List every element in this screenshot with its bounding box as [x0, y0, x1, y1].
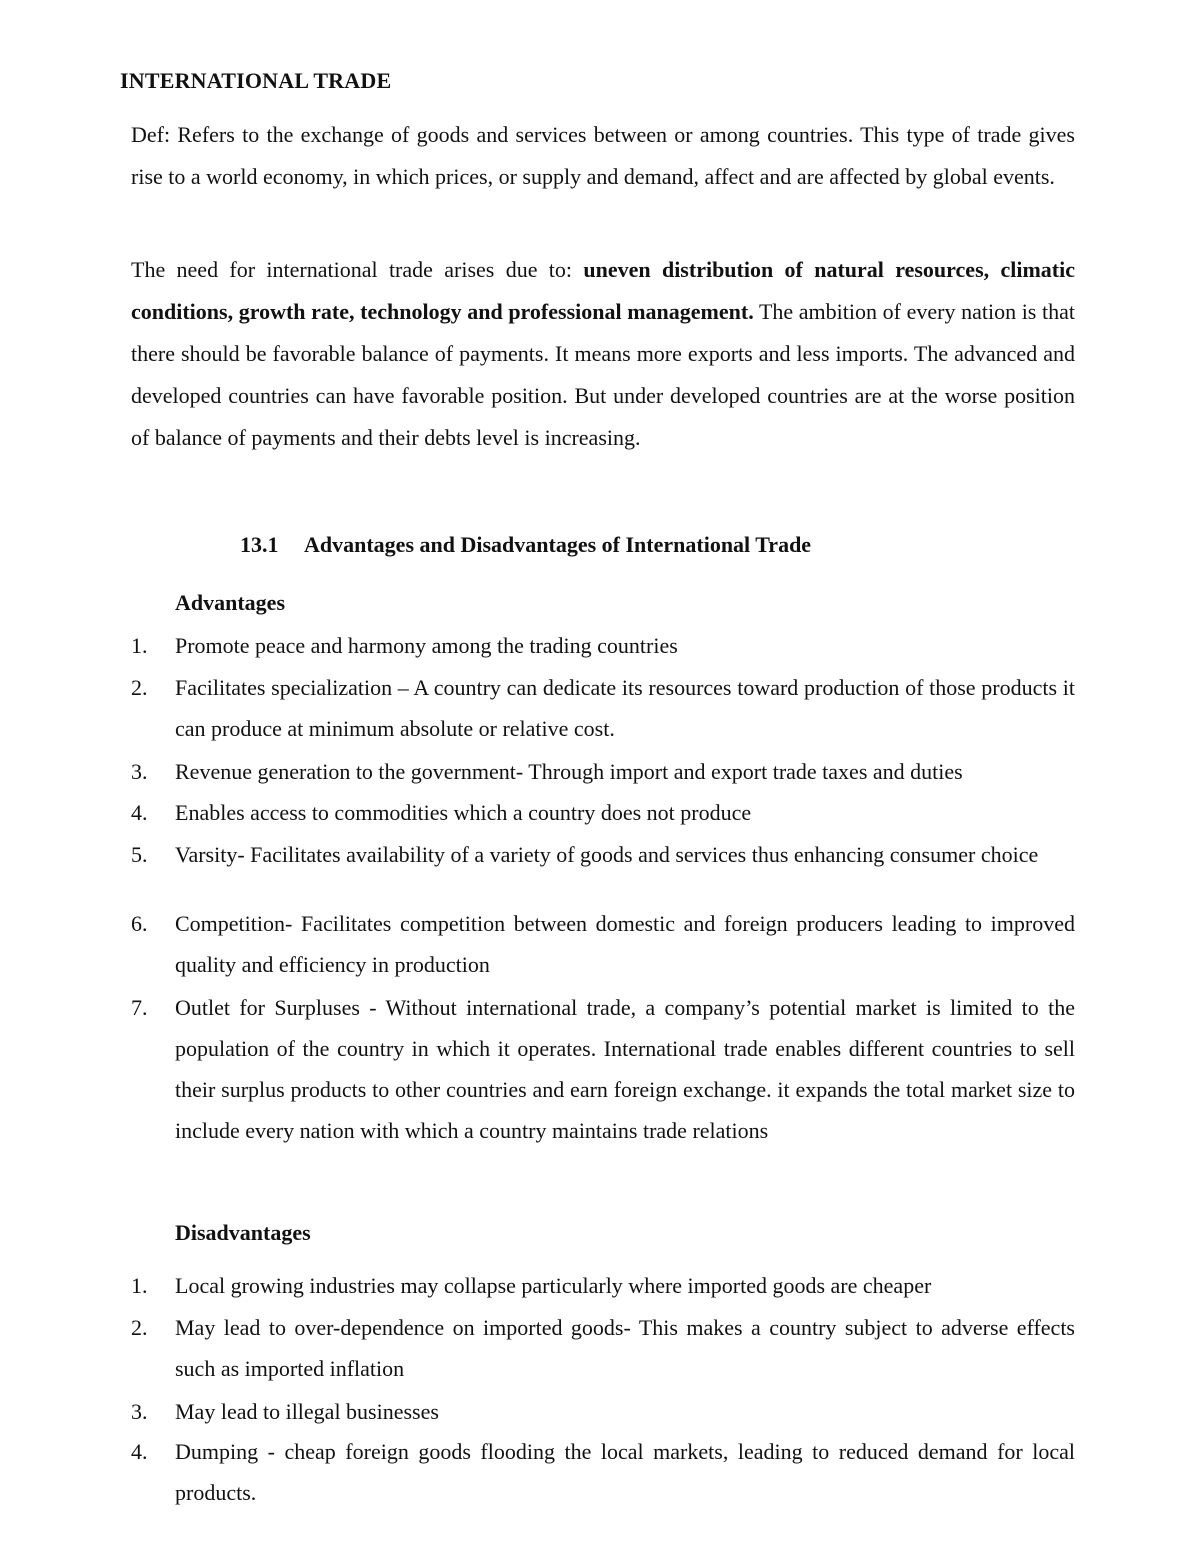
list-marker: 1.	[131, 633, 148, 658]
list-marker: 5.	[131, 842, 148, 867]
section-number: 13.1	[240, 532, 279, 557]
advantages-heading: Advantages	[175, 590, 286, 615]
list-marker: 4.	[131, 1439, 148, 1464]
advantage-item	[131, 840, 1075, 869]
list-item-text: Promote peace and harmony among the trading countries	[175, 633, 678, 658]
list-item-text: Enables access to commodities which a country does not produce	[175, 800, 752, 825]
list-item-text: Varsity- Facilitates availability of a variety of goods and services thus enhancing consumer choice	[175, 842, 1039, 867]
disadvantage-item	[131, 1431, 1075, 1513]
list-marker: 6.	[131, 911, 148, 936]
list-item-text: Competition- Facilitates competition between domestic and foreign producers leading to improved quality and efficiency in production	[175, 911, 1075, 977]
section-heading	[240, 532, 811, 558]
list-marker: 4.	[131, 800, 148, 825]
disadvantage-item	[131, 1265, 1075, 1306]
need-lead-text: The need for international trade arises due to:	[131, 257, 573, 282]
list-item-text: Dumping - cheap foreign goods flooding the local markets, leading to reduced demand for local products.	[175, 1439, 1075, 1505]
advantage-item	[131, 792, 1075, 833]
need-rest-text: The ambition of every nation is that there should be favorable balance of payments. It means more exports and less imports. The advanced and developed countries can have favorable position. But under developed countries are at the worse position of balance of payments and their debts level is increasing.	[131, 299, 1075, 450]
disadvantages-heading: Disadvantages	[175, 1220, 311, 1245]
disadvantage-item	[131, 1307, 1075, 1389]
document-title: INTERNATIONAL TRADE	[120, 68, 392, 93]
list-marker: 3.	[131, 759, 148, 784]
advantage-item	[131, 751, 1075, 792]
advantage-item	[131, 987, 1075, 1151]
list-item-text: Revenue generation to the government- Through import and export trade taxes and duties	[175, 759, 963, 784]
disadvantage-item	[131, 1391, 1075, 1432]
list-item-text: May lead to illegal businesses	[175, 1399, 439, 1424]
definition-paragraph: Def: Refers to the exchange of goods and services between or among countries. This type of trade gives rise to a world economy, in which prices, or supply and demand, affect and are affected by global events.	[131, 122, 1075, 189]
list-marker: 1.	[131, 1273, 148, 1298]
list-marker: 7.	[131, 995, 148, 1020]
need-paragraph	[131, 249, 1075, 459]
list-marker: 3.	[131, 1399, 148, 1424]
list-item-text: Outlet for Surpluses - Without international trade, a company’s potential market is limited to the population of the country in which it operates. International trade enables different countries to sell their surplus products to other countries and earn foreign exchange. it expands the total market size to include every nation with which a country maintains trade relations	[175, 995, 1075, 1143]
advantage-item	[131, 667, 1075, 749]
need-emphasis-text: uneven distribution of natural resources, climatic conditions, growth rate, technology and professional management.	[131, 257, 1075, 324]
list-item-text: May lead to over-dependence on imported goods- This makes a country subject to adverse effects such as imported inflation	[175, 1315, 1075, 1381]
list-marker: 2.	[131, 1315, 148, 1340]
list-marker: 2.	[131, 675, 148, 700]
advantage-item	[131, 903, 1075, 985]
section-title: Advantages and Disadvantages of International Trade	[304, 532, 812, 557]
list-item-text: Facilitates specialization – A country can dedicate its resources toward production of those products it can produce at minimum absolute or relative cost.	[175, 675, 1075, 741]
list-item-text: Local growing industries may collapse particularly where imported goods are cheaper	[175, 1273, 932, 1298]
advantage-item	[131, 625, 1075, 666]
